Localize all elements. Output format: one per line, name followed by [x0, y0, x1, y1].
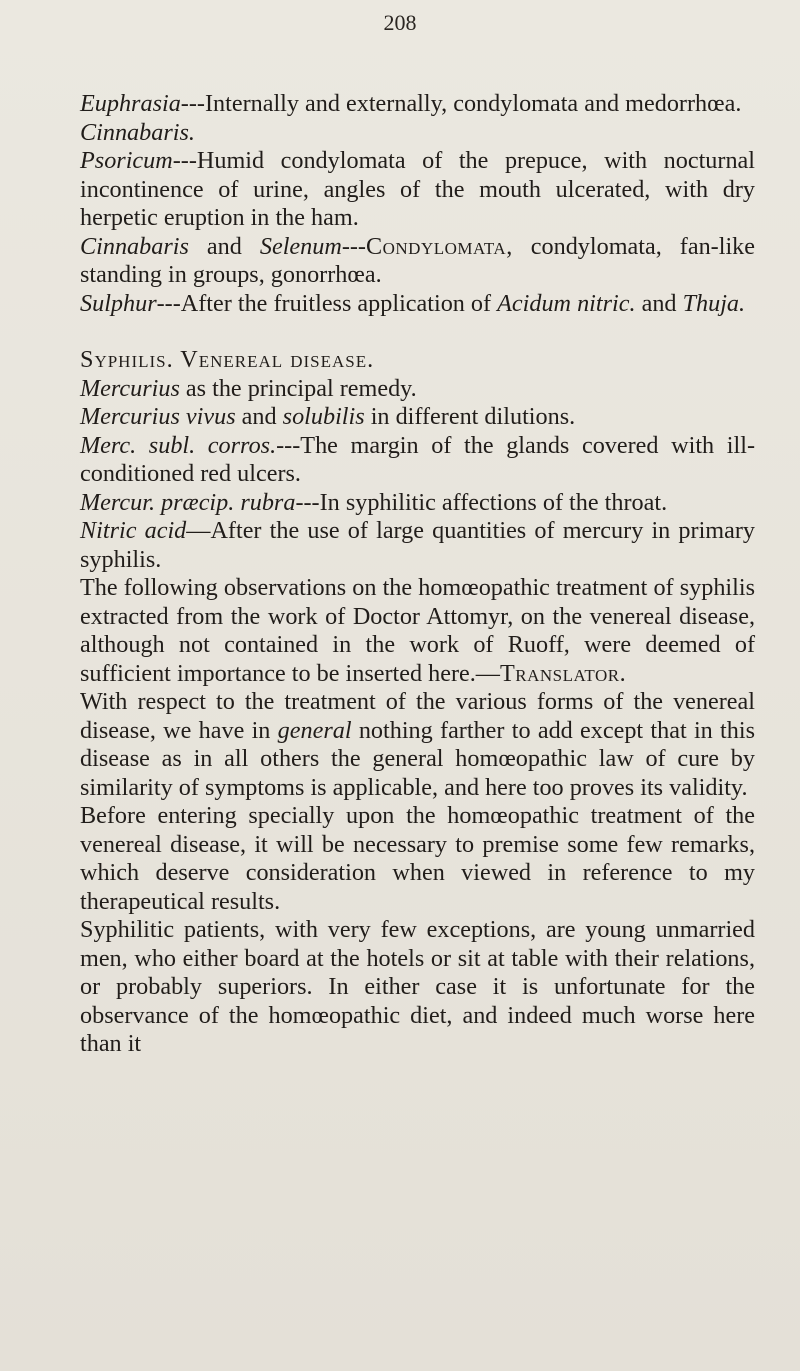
spacer [80, 318, 755, 346]
entry-euphrasia: Euphrasia---Internally and externally, condylomata and medorrhœa. [80, 90, 742, 117]
remedy-name: Psoricum [80, 147, 173, 174]
remedy-name: Cinnabaris [80, 232, 189, 260]
entry-mercurius: Mercurius as the principal remedy. [80, 374, 417, 402]
remedy-name: Nitric acid [80, 517, 187, 544]
page-number: 208 [383, 10, 417, 35]
entry-merc-subl: Merc. subl. corros.---The margin of the glands covered with ill-conditioned red ulcers. [80, 431, 755, 487]
entry-sulphur: Sulphur---After the fruitless application of Acidum nitric. and Thuja. [80, 289, 746, 317]
entry-mercurius-vivus: Mercurius vivus and solubilis in different dilutions. [80, 403, 576, 430]
remedy-name: Selenum [259, 232, 342, 260]
paragraph: With respect to the treatment of the various forms of the venereal disease, we have in general nothing farther to add except that in this disease as in all others the general homœopathic law of cure by similarity of symptoms is applicable, and here too proves its validity. [80, 688, 755, 801]
translator-note: The following observations on the homœopathic treatment of syphilis extracted from the work of Doctor Attomyr, on the venereal disease, although not contained in the work of Ruoff, were deemed of sufficient importance to be inserted here.—Translator. [80, 574, 755, 687]
remedy-name: Mercur. præcip. rubra [80, 488, 296, 516]
entry-nitric-acid: Nitric acid—After the use of large quantities of mercury in primary syphilis. [80, 517, 756, 573]
translator-signature: Translator. [500, 659, 627, 687]
remedy-name: Cinnabaris. [80, 118, 195, 146]
section-heading: Syphilis. Venereal disease. [80, 346, 375, 373]
remedy-name: Sulphur [80, 289, 157, 317]
remedy-name: Mercurius vivus [80, 403, 236, 430]
remedy-name: solubilis [282, 403, 365, 430]
entry-cinnabaris [80, 119, 755, 148]
remedy-name: Merc. subl. corros. [80, 431, 277, 459]
remedy-name: Mercurius [80, 374, 180, 402]
entry-psoricum: Psoricum---Humid condylomata of the prepuce, with nocturnal incontinence of urine, angles of the mouth ulcerated, with dry herpetic eruption in the ham. [80, 147, 755, 231]
remedy-name: Euphrasia [80, 90, 181, 117]
paragraph: Before entering specially upon the homœopathic treatment of the venereal disease, it will be necessary to premise some few remarks, which deserve consideration when viewed in reference to my therapeutical results. [80, 802, 755, 915]
entry-cinnabaris-selenum: Cinnabaris and Selenum---Condylomata, condylomata, fan-like standing in groups, gonorrhœa. [80, 232, 755, 288]
paragraph: Syphilitic patients, with very few exceptions, are young unmarried men, who either board at the hotels or sit at table with their relations, or probably superiors. In either case it is unfortunate for the observance of the homœopathic diet, and indeed much worse here than it [80, 916, 755, 1057]
page-text [80, 90, 755, 1059]
entry-mercur-praecip: Mercur. præcip. rubra---In syphilitic affections of the throat. [80, 488, 668, 516]
